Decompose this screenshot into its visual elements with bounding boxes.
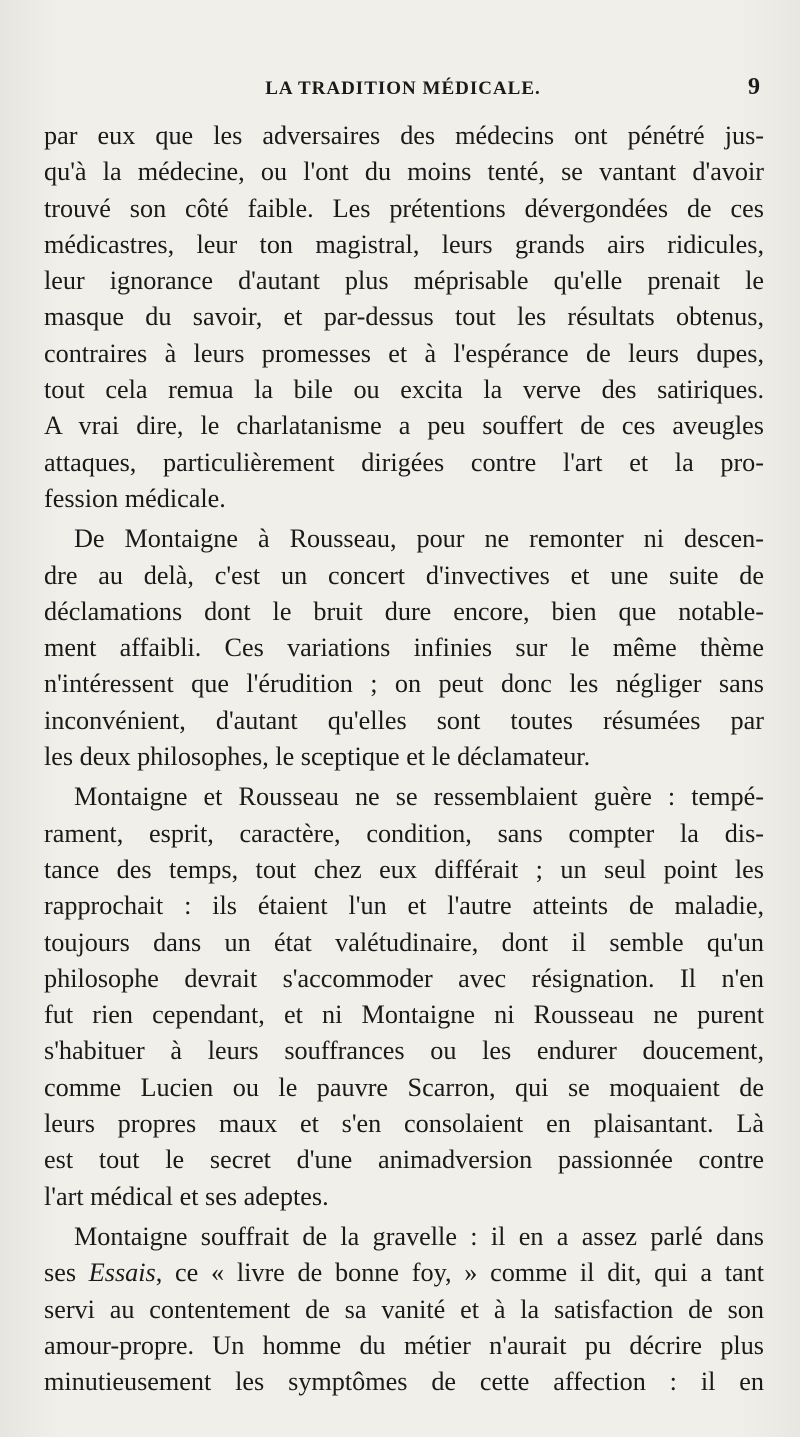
text-line: qu'à la médecine, ou l'ont du moins tenté, se vantant d'avoir: [44, 157, 764, 187]
text-line: leur ignorance d'autant plus méprisable qu'elle prenait le: [44, 266, 764, 296]
text-line: contraires à leurs promesses et à l'espérance de leurs dupes,: [44, 338, 764, 368]
running-title: LA TRADITION MÉDICALE.: [265, 78, 541, 99]
body-text: [44, 118, 764, 1400]
text-line: Montaigne et Rousseau ne se ressemblaient guère : tempé-: [74, 782, 764, 812]
text-line: l'art médical et ses adeptes.: [44, 1181, 329, 1211]
text-line: ment affaibli. Ces variations infinies sur le même thème: [44, 633, 764, 663]
text-line: dre au delà, c'est un concert d'invectives et une suite de: [44, 560, 764, 590]
text-line: est tout le secret d'une animadversion passionnée contre: [44, 1145, 764, 1175]
text-line: masque du savoir, et par-dessus tout les résultats obtenus,: [44, 302, 764, 332]
text-line: rament, esprit, caractère, condition, sans compter la dis-: [44, 818, 764, 848]
text-line: amour-propre. Un homme du métier n'aurait pu décrire plus: [44, 1330, 764, 1360]
text-line: A vrai dire, le charlatanisme a peu souffert de ces aveugles: [44, 411, 764, 441]
book-title-essais: Essais: [88, 1258, 156, 1288]
text-line: tance des temps, tout chez eux différait ; un seul point les: [44, 854, 764, 884]
paragraph-4: [44, 1219, 764, 1400]
text-line: médicastres, leur ton magistral, leurs grands airs ridicules,: [44, 229, 764, 259]
text-line: trouvé son côté faible. Les prétentions dévergondées de ces: [44, 193, 764, 223]
text-line: les deux philosophes, le sceptique et le déclamateur.: [44, 742, 591, 772]
text-line: rapprochait : ils étaient l'un et l'autre atteints de maladie,: [44, 891, 764, 921]
text-line: n'intéressent que l'érudition ; on peut donc les négliger sans: [44, 669, 764, 699]
text-line: ses Essais, ce « livre de bonne foy, » comme il dit, qui a tant: [44, 1258, 764, 1288]
text-line: De Montaigne à Rousseau, pour ne remonter ni descen-: [74, 524, 764, 554]
text-line: par eux que les adversaires des médecins ont pénétré jus-: [44, 121, 764, 150]
page-header: [44, 74, 762, 104]
text-line: s'habituer à leurs souffrances ou les endurer doucement,: [44, 1036, 764, 1066]
paragraph-2: [44, 521, 764, 775]
text-line: minutieusement les symptômes de cette affection : il en: [44, 1367, 764, 1397]
text-line: tout cela remua la bile ou excita la verve des satiriques.: [44, 375, 764, 405]
text-line: fut rien cependant, et ni Montaigne ni Rousseau ne purent: [44, 1000, 764, 1030]
text-line: servi au contentement de sa vanité et à la satisfaction de son: [44, 1294, 764, 1324]
page-number: 9: [748, 74, 760, 100]
text-line: leurs propres maux et s'en consolaient en plaisantant. Là: [44, 1109, 764, 1139]
paragraph-3: [44, 779, 764, 1215]
text-line: attaques, particulièrement dirigées contre l'art et la pro-: [44, 447, 764, 477]
text-line: fession médicale.: [44, 483, 226, 513]
text-line: philosophe devrait s'accommoder avec résignation. Il n'en: [44, 963, 764, 993]
text-line: inconvénient, d'autant qu'elles sont toutes résumées par: [44, 705, 764, 735]
text-line: comme Lucien ou le pauvre Scarron, qui se moquaient de: [44, 1072, 764, 1102]
text-line: déclamations dont le bruit dure encore, bien que notable-: [44, 596, 764, 626]
text-line: Montaigne souffrait de la gravelle : il en a assez parlé dans: [74, 1221, 764, 1251]
paragraph-1: [44, 118, 764, 517]
text-line: toujours dans un état valétudinaire, dont il semble qu'un: [44, 927, 764, 957]
